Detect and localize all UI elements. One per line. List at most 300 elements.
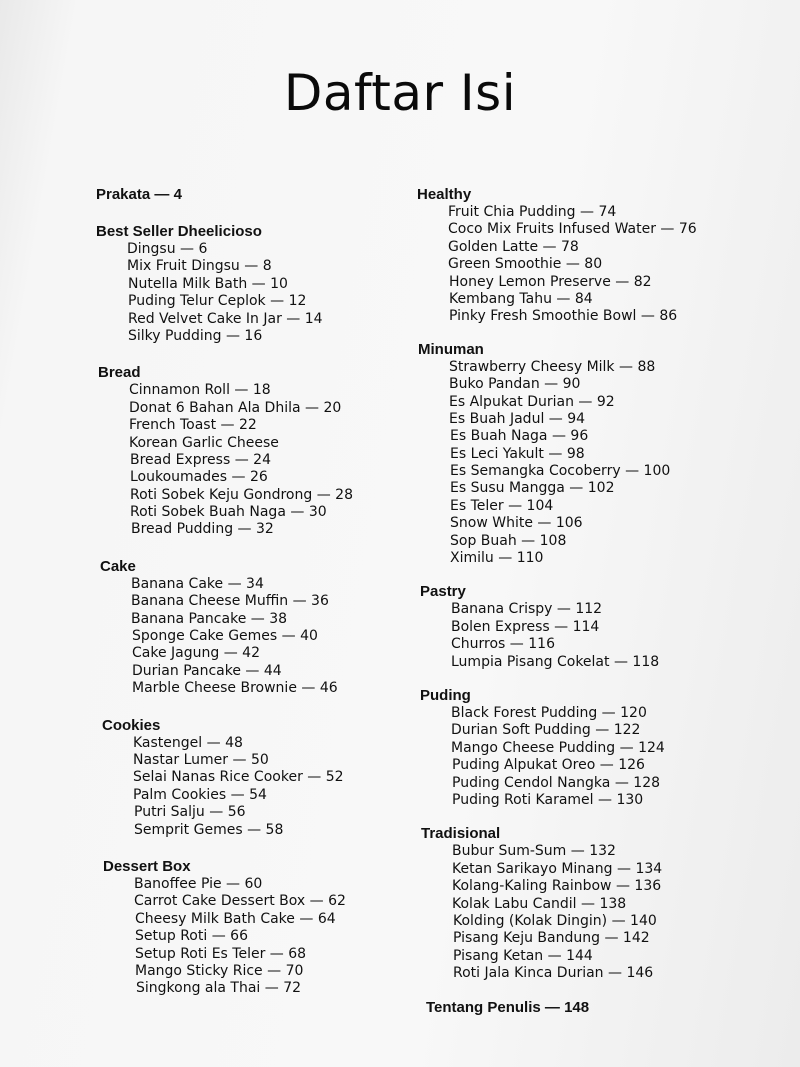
entry-title: Honey Lemon Preserve (449, 273, 611, 290)
toc-entry (127, 963, 396, 980)
page-number: 118 (632, 653, 660, 670)
section-heading (96, 558, 396, 576)
toc-entry (448, 515, 737, 532)
entry-title: Banana Crispy (451, 601, 553, 618)
em-dash-separator: — (223, 575, 247, 592)
page-number: 88 (637, 358, 656, 375)
em-dash-separator: — (561, 256, 585, 273)
entry-title: Bread Pudding (131, 521, 234, 538)
section-entry-list (96, 735, 396, 839)
page-number: 14 (304, 310, 323, 327)
entry-title: Banana Pancake (131, 610, 247, 627)
toc-section-cake (96, 558, 396, 698)
page-number: 44 (263, 662, 282, 679)
toc-entry (127, 946, 396, 963)
toc-entry (448, 965, 737, 982)
page-number: 34 (246, 575, 264, 592)
toc-entry (448, 705, 737, 722)
em-dash-separator: — (240, 662, 264, 679)
page-number: 18 (252, 382, 271, 399)
page-number: 80 (584, 256, 603, 273)
toc-entry (448, 533, 737, 550)
toc-entry (127, 611, 396, 628)
section-heading (417, 186, 737, 204)
em-dash-separator: — (576, 895, 600, 912)
em-dash-separator: — (610, 774, 634, 791)
em-dash-separator: — (590, 722, 614, 739)
em-dash-separator: — (543, 445, 567, 462)
page-number: 24 (253, 451, 271, 468)
page-number: 36 (311, 593, 329, 610)
em-dash-separator: — (655, 221, 679, 238)
page-number: 28 (335, 486, 353, 503)
entry-title: Es Buah Naga (450, 428, 548, 445)
toc-entry (127, 576, 396, 593)
em-dash-separator: — (219, 645, 243, 662)
em-dash-separator: — (610, 273, 634, 290)
entry-title: Lumpia Pisang Cokelat (451, 653, 610, 670)
toc-entry (127, 276, 396, 293)
entry-title: Cinnamon Roll (129, 382, 230, 399)
em-dash-separator: — (305, 893, 329, 910)
entry-title: Black Forest Pudding (451, 704, 598, 721)
toc-entry (448, 274, 737, 291)
entry-title: Prakata (96, 186, 151, 203)
section-heading (417, 341, 737, 359)
page-number: 40 (300, 628, 318, 645)
em-dash-separator: — (600, 930, 623, 947)
entry-title: Kolding (Kolak Dingin) (453, 912, 608, 929)
entry-title: Mix Fruit Dingsu (127, 258, 240, 275)
toc-entry (127, 735, 396, 752)
entry-title: Sop Buah (450, 532, 517, 549)
entry-title: Es Alpukat Durian (449, 393, 574, 410)
entry-title: Es Teler (450, 497, 504, 514)
em-dash-separator: — (265, 945, 289, 962)
entry-title: Kastengel (133, 734, 203, 751)
entry-title: Puding Telur Ceplok (128, 293, 266, 310)
toc-entry (448, 878, 737, 895)
entry-title: Es Susu Mangga (450, 480, 565, 497)
toc-entry (448, 376, 737, 393)
entry-title: Pastry (420, 583, 466, 601)
entry-title: Roti Sobek Keju Gondrong (130, 486, 313, 503)
entry-title: Banoffee Pie (134, 875, 222, 892)
em-dash-separator: — (505, 636, 529, 653)
toc-entry (127, 628, 396, 645)
toc-entry (127, 911, 396, 928)
toc-entry (448, 896, 737, 913)
toc-entry (448, 204, 737, 221)
em-dash-separator: — (227, 469, 250, 486)
toc-entry (127, 241, 396, 258)
toc-entry (127, 452, 396, 469)
page-number: 48 (225, 734, 243, 751)
em-dash-separator: — (229, 382, 253, 399)
page-number: 42 (242, 645, 260, 662)
entry-title: Best Seller Dheelicioso (96, 223, 262, 240)
toc-section-cookies (96, 717, 396, 839)
entry-title: Coco Mix Fruits Infused Water (448, 221, 656, 238)
page-number: 64 (317, 910, 336, 927)
page-number: 22 (239, 417, 257, 434)
entry-title: Ximilu (450, 550, 494, 567)
toc-entry (127, 258, 396, 275)
page-number: 108 (539, 532, 567, 549)
entry-title: Cheesy Milk Bath Cake (135, 910, 295, 927)
entry-title: Singkong ala Thai (136, 980, 261, 997)
page-number: 62 (328, 893, 346, 910)
toc-entry (127, 980, 396, 997)
em-dash-separator: — (221, 875, 245, 892)
em-dash-separator: — (296, 680, 320, 697)
em-dash-separator: — (204, 804, 228, 821)
entry-title: Durian Pancake (132, 662, 241, 679)
toc-entry (127, 893, 396, 910)
em-dash-separator: — (538, 238, 562, 255)
section-entry-list (417, 601, 737, 671)
toc-entry (127, 769, 396, 786)
toc-entry (127, 876, 396, 893)
entry-title: Palm Cookies (133, 786, 227, 803)
entry-title: Es Semangka Cocoberry (450, 463, 621, 480)
page-number: 8 (262, 258, 272, 275)
page-number: 146 (626, 965, 654, 982)
section-entry-list (96, 576, 396, 698)
entry-title: Kolang-Kaling Rainbow (452, 878, 612, 895)
entry-title: Sponge Cake Gemes (132, 628, 278, 645)
em-dash-separator: — (226, 786, 250, 803)
em-dash-separator: — (285, 504, 309, 521)
entry-title: Puding Alpukat Oreo (452, 757, 596, 774)
toc-entry (448, 913, 737, 930)
page-number: 138 (599, 895, 627, 912)
entry-title: Roti Jala Kinca Durian (453, 965, 604, 982)
entry-title: Minuman (418, 340, 484, 358)
toc-entry (448, 601, 737, 618)
em-dash-separator: — (239, 258, 263, 275)
em-dash-separator: — (573, 393, 597, 410)
toc-entry (127, 417, 396, 434)
em-dash-separator: — (228, 751, 251, 768)
em-dash-separator: — (620, 463, 644, 480)
page-number: 4 (173, 186, 182, 203)
toc-entry (448, 550, 737, 567)
page-number: 16 (244, 327, 263, 344)
page-number: 68 (288, 945, 307, 962)
entry-title: Puding Cendol Nangka (452, 774, 611, 791)
em-dash-separator: — (547, 428, 571, 445)
entry-title: Marble Cheese Brownie (132, 680, 297, 697)
page-number: 26 (249, 469, 268, 486)
entry-title: Tradisional (421, 825, 501, 843)
toc-entry (127, 928, 396, 945)
em-dash-separator: — (566, 843, 590, 860)
section-heading (417, 583, 737, 601)
em-dash-separator: — (593, 791, 617, 808)
toc-section-bread (96, 364, 396, 539)
em-dash-separator: — (262, 962, 286, 979)
em-dash-separator: — (564, 480, 588, 497)
entry-title: Cake (100, 557, 136, 575)
em-dash-separator: — (607, 912, 631, 929)
em-dash-separator: — (247, 275, 271, 292)
em-dash-separator: — (281, 310, 305, 327)
toc-entry (127, 311, 396, 328)
toc-section-tradisional (417, 825, 737, 982)
entry-title: Tentang Penulis (426, 999, 541, 1017)
em-dash-separator: — (603, 965, 627, 982)
toc-entry (448, 428, 737, 445)
em-dash-separator: — (216, 417, 239, 434)
toc-entry (448, 498, 737, 515)
entry-title: Fruit Chia Pudding (448, 204, 576, 220)
entry-title: Dessert Box (103, 857, 191, 875)
page-number: 12 (288, 293, 307, 310)
em-dash-separator: — (207, 928, 231, 945)
page-number: 140 (630, 912, 657, 929)
em-dash-separator: — (294, 910, 318, 927)
em-dash-separator: — (150, 186, 174, 203)
entry-title: Nastar Lumer (133, 751, 229, 768)
tentang-penulis-entry (417, 999, 737, 1017)
toc-entry (127, 680, 396, 697)
em-dash-separator: — (615, 739, 639, 756)
page-number: 122 (613, 722, 641, 739)
entry-title: Semprit Gemes (134, 821, 243, 838)
toc-entry (448, 359, 737, 376)
em-dash-separator: — (609, 653, 633, 670)
section-heading (417, 687, 737, 705)
page-number: 86 (659, 308, 678, 325)
section-entry-list (96, 241, 396, 345)
section-heading (96, 858, 396, 876)
page-number: 130 (616, 791, 644, 808)
entry-title: Bread Express (130, 451, 231, 468)
toc-entry (127, 521, 396, 538)
page-number: 94 (567, 410, 586, 427)
em-dash-separator: — (265, 293, 289, 310)
entry-title: Silky Pudding (128, 327, 222, 344)
em-dash-separator: — (612, 860, 636, 877)
page-number: 52 (325, 769, 344, 786)
entry-title: French Toast (129, 417, 217, 434)
page-number: 46 (319, 680, 338, 697)
toc-entry (127, 487, 396, 504)
entry-title: Pisang Ketan (453, 947, 544, 964)
toc-entry (448, 239, 737, 256)
em-dash-separator: — (597, 704, 621, 721)
section-entry-list (417, 705, 737, 809)
toc-entry (448, 775, 737, 792)
section-entry-list (96, 382, 396, 539)
em-dash-separator: — (595, 757, 619, 774)
entry-title: Banana Cake (131, 575, 224, 592)
entry-title: Selai Nanas Rice Cooker (133, 769, 303, 786)
page-number: 132 (589, 843, 616, 860)
section-heading (417, 825, 737, 843)
entry-title: Snow White (450, 515, 533, 532)
entry-title: Durian Soft Pudding (451, 722, 591, 739)
page-number: 96 (570, 428, 589, 445)
toc-entry (448, 256, 737, 273)
toc-entry (127, 328, 396, 345)
entry-title: Mango Cheese Pudding (451, 739, 616, 756)
entry-title: Strawberry Cheesy Milk (449, 358, 615, 375)
toc-entry (448, 291, 737, 308)
em-dash-separator: — (175, 241, 199, 257)
toc-entry (448, 221, 737, 238)
toc-entry (127, 435, 396, 452)
toc-entry (448, 930, 737, 947)
toc-entry (127, 293, 396, 310)
page-number: 74 (598, 204, 617, 220)
page-number: 102 (587, 480, 615, 497)
entry-title: Setup Roti (135, 928, 208, 945)
page-number: 144 (566, 947, 593, 964)
toc-entry (448, 446, 737, 463)
toc-entry (448, 792, 737, 809)
section-heading (96, 717, 396, 735)
em-dash-separator: — (312, 486, 336, 503)
toc-entry (448, 411, 737, 428)
em-dash-separator: — (549, 618, 573, 635)
em-dash-separator: — (233, 521, 256, 538)
em-dash-separator: — (540, 999, 565, 1017)
page-number: 126 (618, 757, 645, 774)
page-number: 72 (283, 980, 302, 997)
em-dash-separator: — (221, 327, 245, 344)
toc-section-healthy (417, 186, 737, 326)
em-dash-separator: — (493, 550, 517, 567)
page-number: 76 (678, 221, 697, 238)
toc-right-column (417, 186, 737, 1017)
page-number: 148 (564, 999, 590, 1017)
toc-section-best-seller-dheelicioso (96, 223, 396, 345)
toc-entry (448, 654, 737, 671)
toc-entry (448, 480, 737, 497)
entry-title: Green Smoothie (448, 256, 562, 273)
page-number: 128 (633, 774, 661, 791)
page-number: 90 (562, 376, 581, 393)
page-number: 20 (323, 399, 342, 416)
toc-entry (448, 636, 737, 653)
toc-entry (127, 787, 396, 804)
page-number: 50 (250, 751, 269, 768)
page-number: 120 (620, 704, 647, 721)
em-dash-separator: — (503, 497, 527, 514)
entry-title: Banana Cheese Muffin (131, 593, 289, 610)
section-entry-list (417, 359, 737, 568)
page-number: 84 (574, 290, 593, 307)
page-number: 30 (308, 504, 327, 521)
toc-entry (127, 663, 396, 680)
em-dash-separator: — (552, 601, 576, 618)
section-entry-list (417, 204, 737, 326)
toc-section-pastry (417, 583, 737, 671)
section-entry-list (417, 843, 737, 982)
entry-title: Puding (420, 686, 471, 704)
em-dash-separator: — (611, 878, 635, 895)
prakata-entry (96, 186, 396, 204)
page-number: 54 (249, 786, 267, 803)
page-number: 134 (635, 860, 663, 877)
toc-entry (448, 619, 737, 636)
entry-title: Healthy (417, 186, 472, 203)
em-dash-separator: — (202, 734, 226, 751)
entry-title: Es Buah Jadul (449, 410, 545, 427)
page-number: 116 (528, 636, 555, 653)
page-number: 106 (555, 515, 583, 532)
toc-entry (127, 822, 396, 839)
entry-title: Churros (451, 636, 506, 653)
toc-entry (127, 804, 396, 821)
page-number: 98 (566, 445, 585, 462)
page-title: Daftar Isi (283, 64, 517, 122)
toc-entry (127, 504, 396, 521)
em-dash-separator: — (260, 980, 284, 997)
page-number: 110 (516, 550, 544, 567)
entry-title: Buko Pandan (449, 376, 540, 393)
page-number: 38 (269, 610, 288, 627)
entry-title: Carrot Cake Dessert Box (134, 893, 306, 910)
entry-title: Pinky Fresh Smoothie Bowl (449, 308, 637, 325)
em-dash-separator: — (277, 628, 301, 645)
em-dash-separator: — (543, 947, 567, 964)
em-dash-separator: — (288, 593, 312, 610)
page-number: 136 (634, 878, 662, 895)
entry-title: Loukoumades (130, 469, 228, 486)
em-dash-separator: — (246, 610, 270, 627)
em-dash-separator: — (302, 769, 326, 786)
em-dash-separator: — (230, 451, 254, 468)
toc-entry (127, 752, 396, 769)
entry-title: Bread (98, 364, 141, 382)
entry-title: Dingsu (127, 241, 176, 257)
toc-section-dessert-box (96, 858, 396, 998)
toc-entry (448, 722, 737, 739)
entry-title: Kembang Tahu (449, 290, 552, 307)
page-number: 70 (285, 962, 304, 979)
page-number: 124 (638, 739, 665, 756)
entry-title: Korean Garlic Cheese (129, 434, 279, 451)
page-number: 100 (643, 463, 671, 480)
em-dash-separator: — (551, 290, 575, 307)
entry-title: Bolen Express (451, 618, 550, 635)
entry-title: Red Velvet Cake In Jar (128, 310, 282, 327)
em-dash-separator: — (532, 515, 556, 532)
page-number: 82 (633, 273, 652, 290)
toc-entry (127, 593, 396, 610)
entry-title: Donat 6 Bahan Ala Dhila (129, 399, 301, 416)
em-dash-separator: — (575, 204, 599, 220)
page-number: 60 (244, 875, 263, 892)
toc-entry (448, 463, 737, 480)
page-number: 142 (622, 930, 650, 947)
entry-title: Puding Roti Karamel (452, 791, 594, 808)
em-dash-separator: — (636, 308, 660, 325)
page-number: 58 (265, 821, 284, 838)
em-dash-separator: — (544, 410, 568, 427)
page-number: 114 (572, 618, 600, 635)
entry-title: Pisang Keju Bandung (453, 930, 600, 947)
em-dash-separator: — (300, 399, 324, 416)
entry-title: Cookies (102, 716, 161, 734)
entry-title: Golden Latte (448, 238, 539, 255)
page-number: 32 (255, 521, 274, 538)
page-number: 92 (596, 393, 615, 410)
toc-entry (448, 948, 737, 965)
